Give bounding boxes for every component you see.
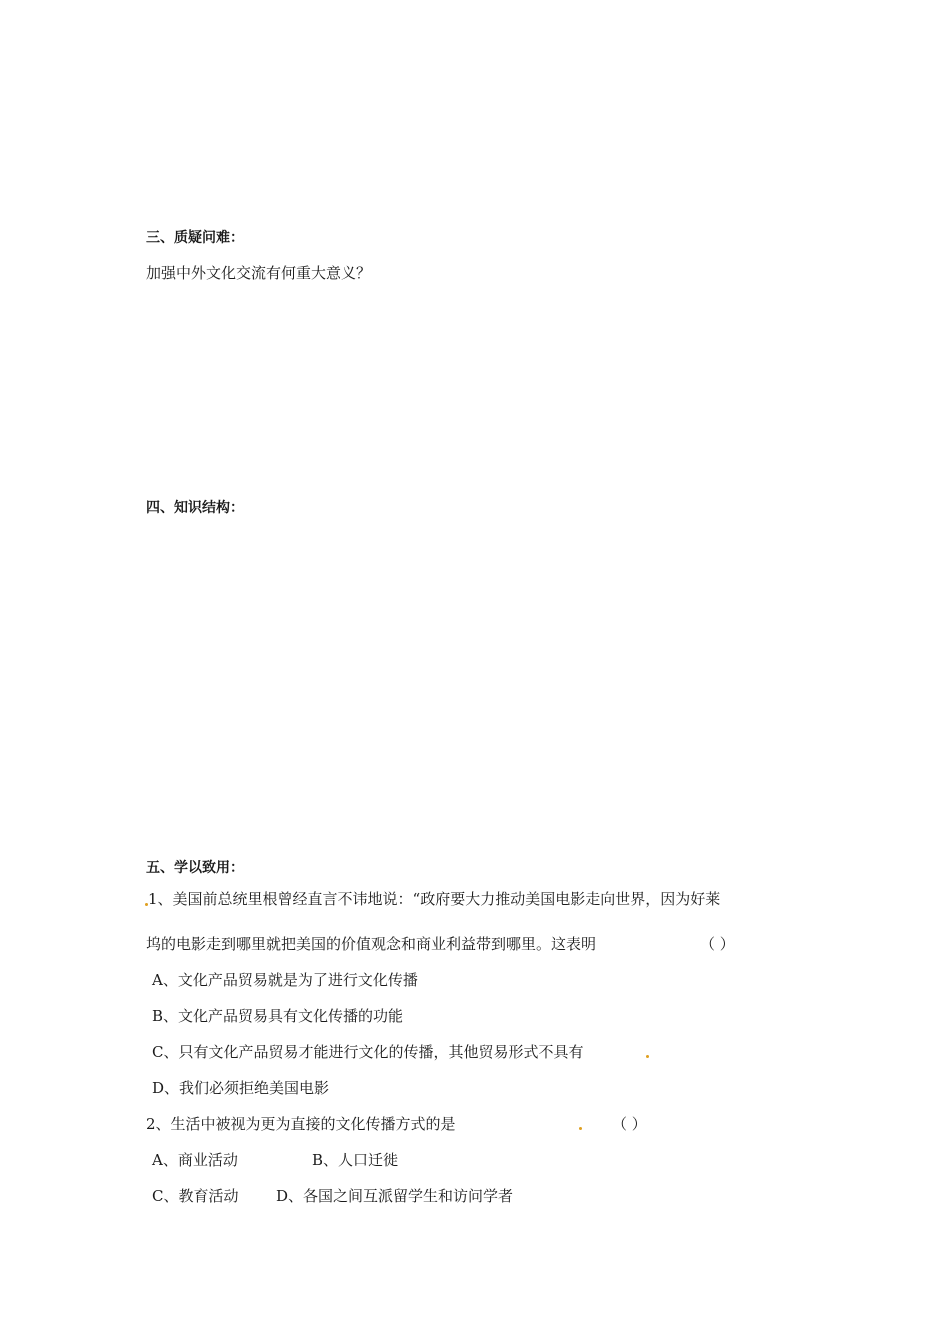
q1-stem-line2: 坞的电影走到哪里就把美国的价值观念和商业利益带到哪里。这表明 bbox=[146, 935, 597, 953]
q1-stem-line1: 1、美国前总统里根曾经直言不讳地说：“政府要大力推动美国电影走向世界，因为好莱 bbox=[148, 890, 721, 908]
q1-option-c: C、只有文化产品贸易才能进行文化的传播，其他贸易形式不具有 bbox=[152, 1043, 584, 1061]
q2-stem: 2、生活中被视为更为直接的文化传播方式的是 bbox=[146, 1115, 456, 1133]
section-3-question: 加强中外文化交流有何重大意义？ bbox=[146, 264, 372, 282]
q1-option-b: B、文化产品贸易具有文化传播的功能 bbox=[152, 1007, 404, 1025]
q2-option-c: C、教育活动 bbox=[152, 1187, 239, 1205]
section-4-heading: 四、知识结构： bbox=[146, 500, 244, 516]
marker-dot bbox=[646, 1055, 649, 1058]
q2-option-a: A、商业活动 bbox=[152, 1151, 238, 1169]
section-3-heading: 三、质疑问难： bbox=[146, 230, 244, 246]
marker-dot bbox=[579, 1127, 582, 1130]
q1-option-a: A、文化产品贸易就是为了进行文化传播 bbox=[152, 971, 418, 989]
section-5-heading: 五、学以致用： bbox=[146, 860, 244, 876]
q1-option-d: D、我们必须拒绝美国电影 bbox=[152, 1079, 330, 1097]
q2-option-b: B、人口迁徙 bbox=[312, 1151, 399, 1169]
q2-option-d: D、各国之间互派留学生和访问学者 bbox=[276, 1187, 514, 1205]
q1-answer-bracket: （ ） bbox=[700, 935, 735, 953]
q2-answer-bracket: （ ） bbox=[612, 1115, 647, 1133]
